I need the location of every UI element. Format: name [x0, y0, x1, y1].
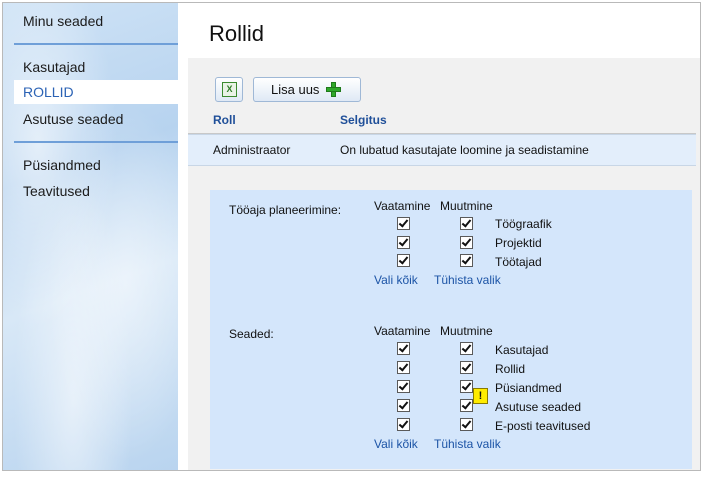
column-label-muutmine: Muutmine	[440, 199, 493, 213]
sidebar-item-asutuse-seaded[interactable]: Asutuse seaded	[23, 111, 124, 127]
view-checkbox-kasutajad[interactable]	[397, 342, 410, 355]
sidebar	[3, 3, 178, 470]
sidebar-item-rollid[interactable]	[14, 80, 178, 104]
permission-label-projektid: Projektid	[495, 236, 542, 250]
warning-icon: !	[473, 388, 488, 404]
edit-checkbox-toograafik[interactable]	[460, 217, 473, 230]
column-header-roll[interactable]: Roll	[213, 113, 236, 127]
edit-checkbox-asutuse-seaded[interactable]	[460, 399, 473, 412]
role-description-cell: On lubatud kasutajate loomine ja seadistamine	[340, 143, 589, 157]
view-checkbox-pusiandmed[interactable]	[397, 380, 410, 393]
clear-selection-link[interactable]: Tühista valik	[434, 273, 501, 287]
column-label-vaatamine: Vaatamine	[374, 324, 431, 338]
select-all-link[interactable]: Vali kõik	[374, 437, 418, 451]
add-new-button[interactable]	[253, 77, 361, 102]
view-checkbox-eposti[interactable]	[397, 418, 410, 431]
sidebar-item-minu-seaded[interactable]: Minu seaded	[23, 13, 104, 29]
sidebar-item-pusiandmed[interactable]: Püsiandmed	[23, 157, 101, 173]
sidebar-item-teavitused[interactable]: Teavitused	[23, 183, 90, 199]
sidebar-item-kasutajad[interactable]: Kasutajad	[23, 59, 86, 75]
export-excel-button[interactable]	[215, 77, 243, 102]
view-checkbox-projektid[interactable]	[397, 236, 410, 249]
sidebar-divider	[14, 43, 178, 45]
view-checkbox-tootajad[interactable]	[397, 254, 410, 267]
sidebar-item-label: ROLLID	[23, 84, 74, 100]
column-label-muutmine: Muutmine	[440, 324, 493, 338]
edit-checkbox-projektid[interactable]	[460, 236, 473, 249]
edit-checkbox-kasutajad[interactable]	[460, 342, 473, 355]
group-title-tooaja: Tööaja planeerimine:	[229, 203, 342, 217]
column-header-selgitus[interactable]: Selgitus	[340, 113, 387, 127]
select-all-link[interactable]: Vali kõik	[374, 273, 418, 287]
column-label-vaatamine: Vaatamine	[374, 199, 431, 213]
view-checkbox-rollid[interactable]	[397, 361, 410, 374]
role-name-cell: Administraator	[213, 143, 291, 157]
permission-label-kasutajad: Kasutajad	[495, 343, 549, 357]
permission-label-toograafik: Töögraafik	[495, 217, 552, 231]
permission-label-eposti: E-posti teavitused	[495, 419, 591, 433]
clear-selection-link[interactable]: Tühista valik	[434, 437, 501, 451]
sidebar-divider	[14, 141, 178, 143]
permission-label-pusiandmed: Püsiandmed	[495, 381, 562, 395]
excel-icon: X	[222, 82, 237, 97]
add-new-label: Lisa uus	[271, 82, 320, 97]
edit-checkbox-eposti[interactable]	[460, 418, 473, 431]
page-title: Rollid	[209, 21, 265, 46]
permission-label-rollid: Rollid	[495, 362, 526, 376]
view-checkbox-asutuse-seaded[interactable]	[397, 399, 410, 412]
permission-label-asutuse-seaded: Asutuse seaded	[495, 400, 582, 414]
plus-icon	[326, 82, 341, 97]
group-title-seaded: Seaded:	[229, 327, 274, 341]
view-checkbox-toograafik[interactable]	[397, 217, 410, 230]
permission-label-tootajad: Töötajad	[495, 255, 542, 269]
edit-checkbox-pusiandmed[interactable]	[460, 380, 473, 393]
edit-checkbox-rollid[interactable]	[460, 361, 473, 374]
edit-checkbox-tootajad[interactable]	[460, 254, 473, 267]
